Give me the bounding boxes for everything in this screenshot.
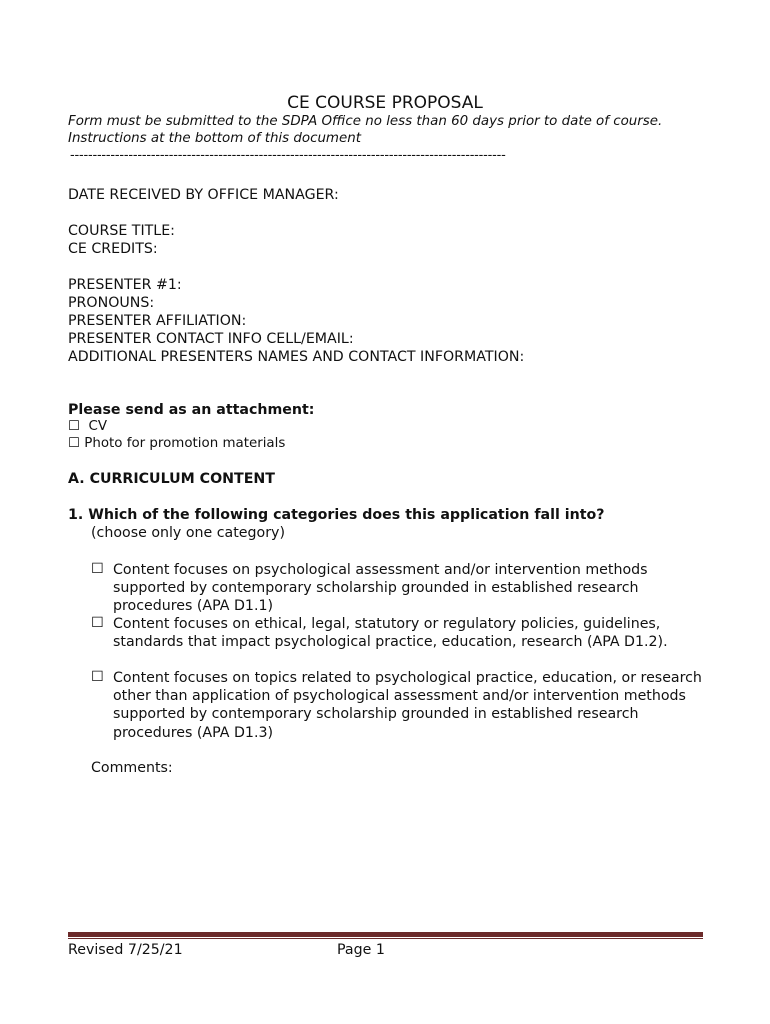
additional-presenters-label: ADDITIONAL PRESENTERS NAMES AND CONTACT INFORMATION: bbox=[68, 349, 525, 365]
attachment-heading: Please send as an attachment: bbox=[68, 402, 315, 418]
page-title: CE COURSE PROPOSAL bbox=[287, 93, 483, 113]
attachment-item-cv bbox=[68, 419, 107, 434]
pronouns-label: PRONOUNS: bbox=[68, 295, 155, 311]
option-text: Content focuses on ethical, legal, statutory or regulatory policies, guidelines, standards that impact psychological practice, education, research (APA D1.2). bbox=[113, 616, 668, 651]
presenter-label: PRESENTER #1: bbox=[68, 277, 182, 293]
checkbox-icon[interactable]: ☐ bbox=[68, 436, 81, 451]
date-received-label: DATE RECEIVED BY OFFICE MANAGER: bbox=[68, 187, 339, 203]
option-text: Content focuses on topics related to psychological practice, education, or research other than application of psychological assessment and/or intervention methods supported by contemporary scholarship grounded in established research procedures (APA D1.3) bbox=[113, 670, 702, 741]
course-title-label: COURSE TITLE: bbox=[68, 223, 175, 239]
checkbox-icon[interactable]: ☐ bbox=[91, 561, 104, 577]
section-a-heading: A. CURRICULUM CONTENT bbox=[68, 471, 275, 487]
revised-date: Revised 7/25/21 bbox=[68, 942, 183, 958]
checkbox-icon[interactable]: ☐ bbox=[68, 419, 81, 434]
comments-label: Comments: bbox=[91, 760, 173, 776]
affiliation-label: PRESENTER AFFILIATION: bbox=[68, 313, 247, 329]
attachment-item-label: Photo for promotion materials bbox=[84, 436, 286, 451]
dashed-divider: ------------------------------------------------------------------------------------------------- bbox=[70, 148, 506, 163]
page-number: Page 1 bbox=[337, 942, 385, 958]
question-1-note: (choose only one category) bbox=[91, 525, 285, 541]
instructions-note: Instructions at the bottom of this document bbox=[68, 131, 361, 146]
question-1: 1. Which of the following categories does this application fall into? bbox=[68, 507, 605, 523]
attachment-item-label: CV bbox=[88, 419, 108, 434]
contact-label: PRESENTER CONTACT INFO CELL/EMAIL: bbox=[68, 331, 354, 347]
footer-rule bbox=[68, 932, 703, 937]
ce-credits-label: CE CREDITS: bbox=[68, 241, 158, 257]
checkbox-icon[interactable]: ☐ bbox=[91, 669, 104, 685]
submission-note: Form must be submitted to the SDPA Office no less than 60 days prior to date of course. bbox=[68, 114, 663, 129]
footer-rule-thin bbox=[68, 938, 703, 939]
attachment-item-photo bbox=[68, 436, 285, 451]
checkbox-icon[interactable]: ☐ bbox=[91, 615, 104, 631]
option-text: Content focuses on psychological assessment and/or intervention methods supported by contemporary scholarship grounded in established research procedures (APA D1.1) bbox=[113, 562, 648, 615]
